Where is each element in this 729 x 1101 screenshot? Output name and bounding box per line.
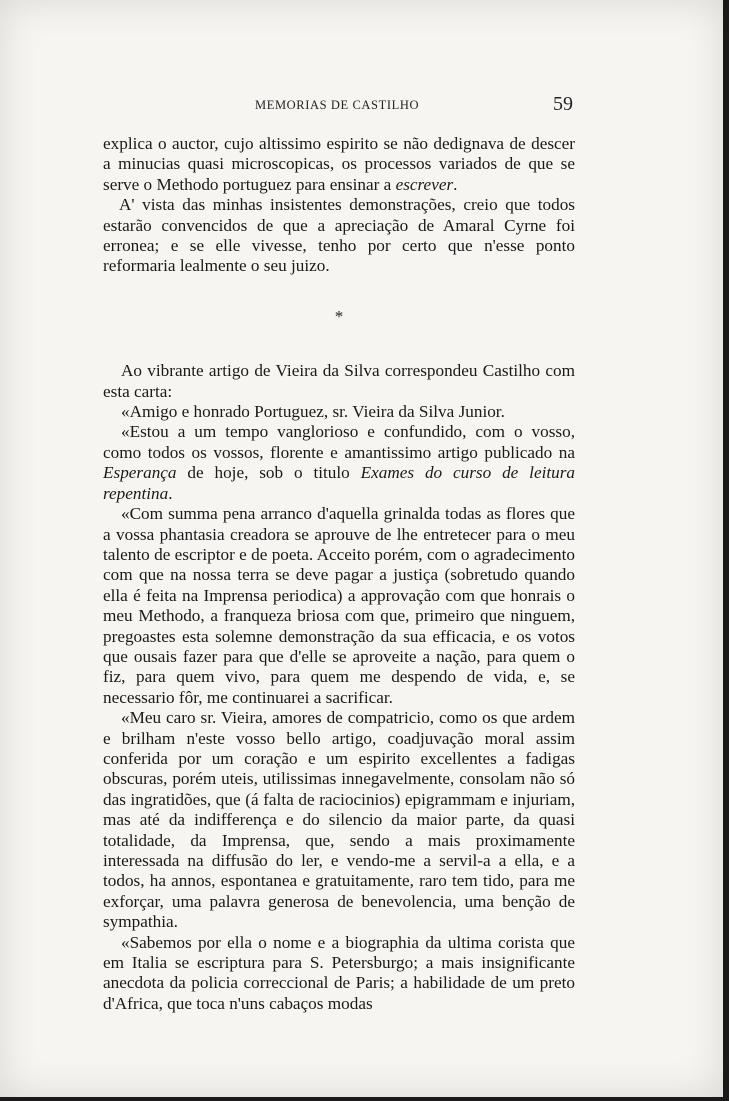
paragraph-1-end: . bbox=[453, 174, 458, 194]
paragraph-5-text: «Estou a um tempo vanglorioso e confundido, com o vosso, como todos os vossos, florente e amantissimo artigo publicado na bbox=[103, 422, 575, 462]
paragraph-8: «Sabemos por ella o nome e a biographia da ultima corista que em Italia se escriptura para S. Petersburgo; a mais insignificante anecdota da policia correccional de Paris; a habilidade de um preto d'Africa, que toca n'uns cabaços modas bbox=[103, 932, 575, 1013]
section-separator: * bbox=[334, 306, 344, 326]
paragraph-5 bbox=[103, 422, 575, 504]
paragraph-5-end: . bbox=[168, 483, 173, 503]
paragraph-1 bbox=[103, 134, 575, 195]
paragraph-5-italic-2: Exames do curso de leitura repentina bbox=[103, 463, 575, 503]
page-header bbox=[103, 95, 575, 119]
paragraph-7: «Meu caro sr. Vieira, amores de compatricio, como os que ardem e brilham n'este vosso bello artigo, coadjuvação moral assim conferida por um coração e um espirito excellentes a fadigas obscuras, porém uteis, utilissimas innegavelmente, consolam não só das ingratidões, que (á falta de raciocinios) epigrammam e injuriam, mas até da indifferença e do silencio da maior parte, da quasi totalidade, da Imprensa, que, sendo a mais proximamente interessada na diffusão do ler, e vendo-me a servil-a a ella, e a todos, ha annos, espontanea e gratuitamente, raro tem tido, para me exforçar, uma palavra generosa de benevolencia, uma benção de sympathia. bbox=[103, 708, 575, 932]
page-number: 59 bbox=[553, 93, 573, 115]
paragraph-5-italic-1: Esperança bbox=[103, 463, 177, 483]
paragraph-4: «Amigo e honrado Portuguez, sr. Vieira da Silva Junior. bbox=[121, 402, 505, 422]
page-body bbox=[103, 134, 575, 1014]
paragraph-2: A' vista das minhas insistentes demonstrações, creio que todos estarão convencidos de que a apreciação de Amaral Cyrne foi erronea; e se elle vivesse, tenho por certo que n'esse ponto reformaria lealmente o seu juizo. bbox=[103, 195, 575, 276]
paragraph-6: «Com summa pena arranco d'aquella grinalda todas as flores que a vossa phantasia creadora se aprouve de lhe entretecer para o meu talento de escriptor e de poeta. Acceito porém, com o agradecimento com que na nossa terra se deve pagar a justiça (sobretudo quando ella é feita na Imprensa periodica) a approvação com que honrais o meu Methodo, a franqueza briosa com que, primeiro que ninguem, pregoastes esta solemne demonstração da sua efficacia, e os votos que ousais fazer para que d'elle se aproveite a nação, para quem o fiz, para quem vivo, para quem me despendo de vida, e, se necessario fôr, me continuarei a sacrificar. bbox=[103, 504, 575, 707]
running-head: MEMORIAS DE CASTILHO bbox=[255, 98, 420, 112]
paragraph-5-text-2: de hoje, sob o titulo bbox=[176, 463, 361, 483]
paragraph-3: Ao vibrante artigo de Vieira da Silva correspondeu Castilho com esta carta: bbox=[103, 361, 575, 401]
paragraph-1-text: explica o auctor, cujo altissimo espirito se não dedignava de descer a minucias quasi microscopicas, os processos variados de que se serve o Methodo portuguez para ensinar a bbox=[103, 134, 575, 194]
paragraph-1-italic: escrever bbox=[395, 174, 454, 194]
